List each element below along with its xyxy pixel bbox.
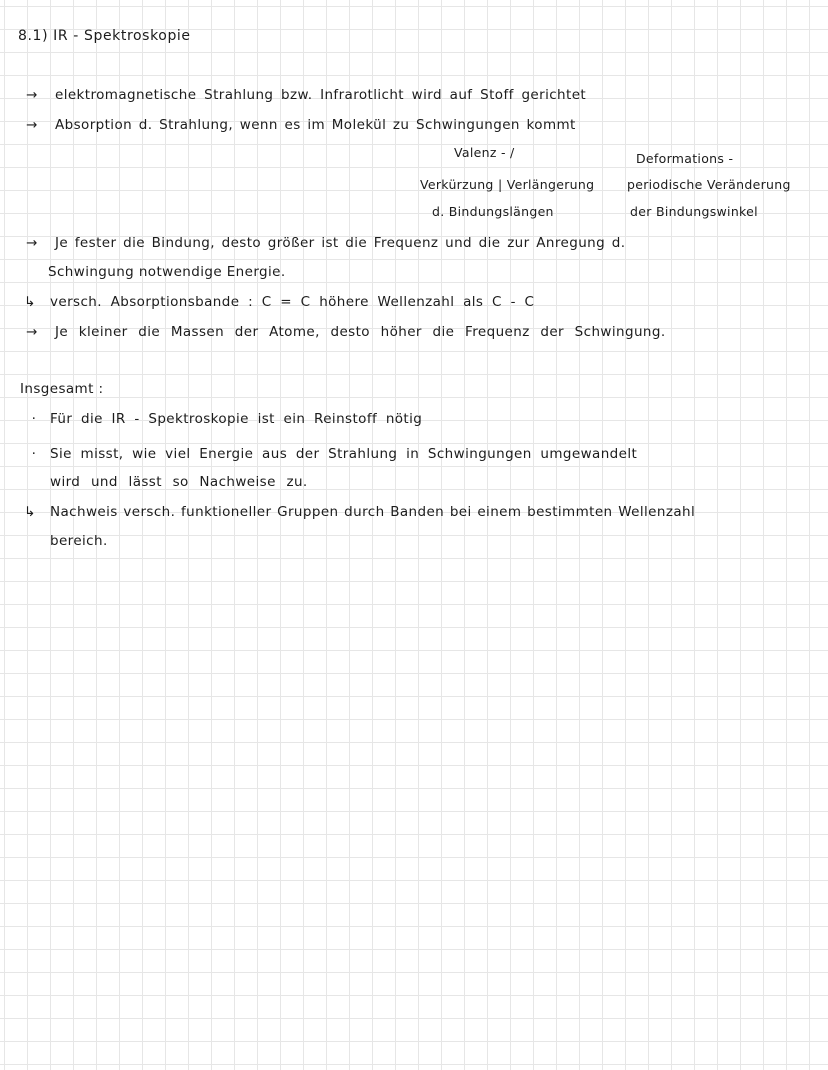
hook-arrow-icon: ↳ (24, 504, 36, 520)
bullet-icon: · (31, 446, 37, 462)
page-title: 8.1) IR - Spektroskopie (18, 28, 191, 44)
summary-item-detection-cont: bereich. (50, 533, 108, 549)
hook-arrow-icon: ↳ (24, 294, 36, 310)
bullet-icon: · (31, 411, 37, 427)
note-line-mass-frequency: Je kleiner die Massen der Atome, desto höher die Frequenz der Schwingung. (55, 324, 666, 340)
deformations-description-2: der Bindungswinkel (630, 204, 758, 219)
valenz-description-1: Verkürzung | Verlängerung (420, 177, 595, 192)
deformations-label: Deformations - (636, 151, 734, 166)
valenz-label: Valenz - / (454, 145, 515, 160)
note-line-bond-strength-cont: Schwingung notwendige Energie. (48, 264, 286, 280)
note-line-absorption: Absorption d. Strahlung, wenn es im Molekül zu Schwingungen kommt (55, 117, 576, 133)
summary-heading: Insgesamt : (20, 381, 104, 397)
summary-item-detection: Nachweis versch. funktioneller Gruppen durch Banden bei einem bestimmten Wellenzahl (50, 504, 696, 520)
summary-item-measurement-cont: wird und lässt so Nachweise zu. (50, 474, 308, 490)
arrow-icon: → (26, 235, 38, 251)
deformations-description-1: periodische Veränderung (627, 177, 791, 192)
summary-item-measurement: Sie misst, wie viel Energie aus der Strahlung in Schwingungen umgewandelt (50, 446, 638, 462)
note-line-bond-strength: Je fester die Bindung, desto größer ist die Frequenz und die zur Anregung d. (55, 235, 626, 251)
note-line-electromagnetic: elektromagnetische Strahlung bzw. Infrarotlicht wird auf Stoff gerichtet (55, 87, 587, 103)
arrow-icon: → (26, 87, 38, 103)
arrow-icon: → (26, 117, 38, 133)
valenz-description-2: d. Bindungslängen (432, 204, 554, 219)
summary-item-pure-substance: Für die IR - Spektroskopie ist ein Reinstoff nötig (50, 411, 423, 427)
note-line-absorption-band: versch. Absorptionsbande : C = C höhere Wellenzahl als C - C (50, 294, 535, 310)
arrow-icon: → (26, 324, 38, 340)
